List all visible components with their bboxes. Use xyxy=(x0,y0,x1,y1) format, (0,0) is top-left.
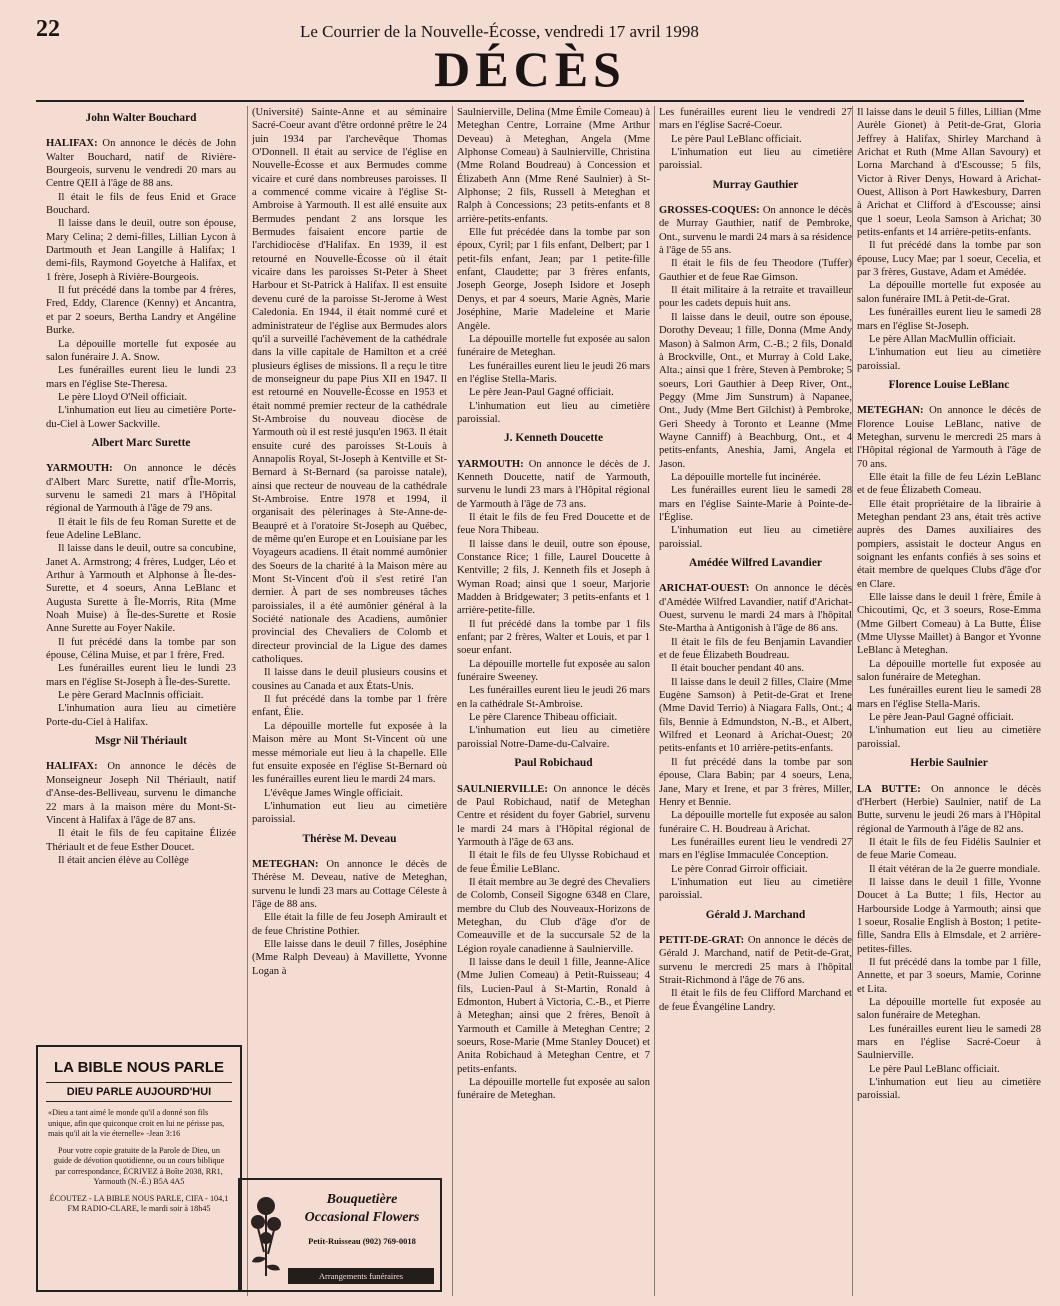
obituary-paragraph xyxy=(46,854,236,867)
obituary-place: PETIT-DE-GRAT: xyxy=(659,934,745,946)
obituary-paragraph xyxy=(457,538,650,618)
column-5 xyxy=(852,106,1041,1296)
obituary-text: Le père Lloyd O'Neil officiait. xyxy=(58,391,188,403)
obituary-place: LA BUTTE: xyxy=(857,783,921,795)
column-1 xyxy=(46,106,236,1038)
obituary-paragraph xyxy=(659,106,852,133)
obituary-text: Les funérailles eurent lieu le jeudi 26 mars en la cathédrale St-Ambroise. xyxy=(457,685,650,710)
obituary-paragraph xyxy=(46,338,236,365)
column-2 xyxy=(247,106,447,1296)
obituary-text: Elle était propriétaire de la librairie à Meteghan pendant 23 ans, était très active auprès des Dames auxiliaires des pompiers, assistait le docteur Angus en soignant les enfants confiés à ses soins et était membre de quelques Clubs d'âge d'or en Clare. xyxy=(857,498,1041,590)
obituary-text: Le père Allan MacMullin officiait. xyxy=(869,333,1016,345)
obituary-paragraph xyxy=(857,658,1041,685)
column-3 xyxy=(452,106,650,1296)
obituary-paragraph xyxy=(857,876,1041,956)
obituary-paragraph xyxy=(457,684,650,711)
obituary-paragraph xyxy=(659,987,852,1014)
obituary-paragraph xyxy=(857,996,1041,1023)
obituary-text: Elle laisse dans le deuil 1 frère, Émile à Chicoutimi, Qc, et 3 soeurs, Rose-Emma (Mme Gilbert Comeau) à La Butte, Élise (Mme Ulysse Maillet) à Bangor et Yvonne LeBlanc à Meteghan. xyxy=(857,592,1041,657)
obituary-text: L'inhumation eut lieu au cimetière paroissial. xyxy=(857,725,1041,750)
obituary-paragraph xyxy=(857,1023,1041,1063)
obituary-paragraph xyxy=(46,662,236,689)
dateline: Le Courrier de la Nouvelle-Écosse, vendredi 17 avril 1998 xyxy=(300,22,699,41)
bible-ad-title: LA BIBLE NOUS PARLE xyxy=(53,1059,224,1076)
obituary-place: ARICHAT-OUEST: xyxy=(659,583,750,595)
obituary-name: Herbie Saulnier xyxy=(910,757,988,770)
obituary-text: Il laisse dans le deuil, outre son épouse, Dorothy Deveau; 1 fille, Donna (Mme Andy Mason) à Salmon Arm, C.-B.; 2 fils, Donald à Brockville, Ont., et Murray à Cold Lake, Alta.; ainsi que 1 frère, Steven à Pembroke; 5 soeurs, Lori Gauthier à Deep River, Ont., Peggy (Mme Jim Sunstrum) à Napanee, Ont., Judy (Mme Bert Gilchist) à Pembroke, Geri Sheedy à Toronto et Leanne (Mme Wayne Canniff) à Beachburg, Ont., et 4 petits-enfants, Aneshia, Jami, Angela et Jason. xyxy=(659,311,852,470)
flower-icon xyxy=(248,1192,284,1278)
obituary-paragraph xyxy=(46,364,236,391)
obituary-text: On annonce le décès d'Albert Marc Surette, natif d'Île-Morris, survenu le samedi 21 mars à l'Hôpital régional de Yarmouth à l'âge de 79 ans. xyxy=(46,463,236,515)
section-title: DÉCÈS xyxy=(434,41,626,97)
obituary-paragraph xyxy=(252,800,447,827)
obituary-text: Il était militaire à la retraite et travailleur pour les cadets depuis huit ans. xyxy=(659,285,852,310)
obituary-text: Les funérailles eurent lieu le samedi 28 mars en l'église Sacré-Coeur à Saulnierville. xyxy=(857,1023,1041,1062)
obituary-paragraph xyxy=(659,524,852,551)
obituary-text: Elle fut précédée dans la tombe par son époux, Cyril; par 1 fils enfant, Delbert; par 1 petit-fils enfant, Jean; par 1 petite-fille enfant, Claudette; par 3 frères enfants, Joseph George, Joseph Isidore et Joseph Denys, et par 4 soeurs, Marie Agnès, Marie Joséphine, Marie Madeleine et Marie Angèle. xyxy=(457,227,650,332)
obituary-paragraph xyxy=(457,783,650,850)
obituary-paragraph xyxy=(457,458,650,511)
obituary-name: Thérèse M. Deveau xyxy=(302,832,397,845)
obituary-text: La dépouille mortelle fut exposée au salon funéraire de Meteghan. xyxy=(457,1077,650,1102)
obituary-paragraph xyxy=(659,311,852,471)
obituary-text: L'évêque James Wingle officiait. xyxy=(264,787,403,799)
obituary-name: J. Kenneth Doucette xyxy=(503,432,604,445)
obituary-text: Il était membre au 3e degré des Chevaliers de Colomb, Conseil Sigogne 6348 en Clare, membre du Club des Nouveaux-Horizons de Meteghan, du Club d'âge d'or de Comeauville et de la succursale 52 de la Légion royale canadienne à Saulnierville. xyxy=(457,876,650,955)
obituary-text: Il était ancien élève au Collège xyxy=(58,854,189,866)
obituary-text: Il laisse dans le deuil, outre sa concubine, Janet A. Armstrong; 4 frères, Ludger, Léo et Arthur à Yarmouth et Alphonse à Île-des-Surette, et 4 soeurs, Anna LeBlanc et Augusta Surette à Île-Morris, Rita (Mme Noah Muise) à Île-des-Surette et Rosie Anne Surette au Foyer Nakile. xyxy=(46,543,236,635)
obituary-text: La dépouille mortelle fut exposée au salon funéraire de Meteghan. xyxy=(457,333,650,359)
bible-ad-offer: Pour votre copie gratuite de la Parole de Dieu, un guide de dévotion quotidienne, ou un cours biblique par correspondance, ÉCRIVEZ à Boîte 2038, RR1, Yarmouth (N.-É.) B5A 4A5 xyxy=(53,1145,225,1186)
obituary-paragraph xyxy=(659,257,852,284)
obituary-paragraph xyxy=(659,863,852,876)
obituary-text: On annonce le décès de Paul Robichaud, natif de Meteghan Centre et résident du foyer Gabriel, survenu le mardi 24 mars à l'Hôpital régional de Yarmouth à l'âge de 63 ans. xyxy=(457,783,650,848)
obituary-paragraph xyxy=(659,484,852,524)
obituary-text: Les funérailles eurent lieu le jeudi 26 mars en l'église Stella-Maris. xyxy=(457,360,650,385)
obituary-paragraph xyxy=(252,666,447,693)
obituary-text: Le père Clarence Thibeau officiait. xyxy=(469,712,618,724)
obituary-paragraph xyxy=(857,279,1041,306)
obituary-paragraph xyxy=(46,827,236,854)
obituary-paragraph xyxy=(457,360,650,387)
obituary-paragraph xyxy=(659,676,852,756)
obituary-paragraph xyxy=(46,636,236,663)
obituary-paragraph xyxy=(659,836,852,863)
obituary-text: La dépouille mortelle fut exposée au salon funéraire IML à Petit-de-Grat. xyxy=(857,280,1041,305)
obituary-paragraph xyxy=(252,693,447,720)
obituary-paragraph xyxy=(659,582,852,635)
obituary-paragraph xyxy=(857,498,1041,591)
obituary-paragraph xyxy=(457,333,650,360)
obituary-text: Elle était la fille de feu Joseph Amirault et de feue Christine Pothier. xyxy=(252,912,447,937)
obituary-text: Il laisse dans le deuil, outre son épouse, Constance Rice; 1 fille, Laurel Doucette à Kentville; 2 fils, J. Kenneth fils et Joseph à Wyman Road; ainsi que 1 soeur, Marjorie Madden à Bridgewater; 3 petits-enfants et 1 arrière-petite-fille. xyxy=(457,538,650,617)
obituary-paragraph xyxy=(457,1076,650,1103)
obituary-paragraph xyxy=(857,711,1041,724)
obituary-text: L'inhumation eut lieu au cimetière paroissial. xyxy=(659,525,852,550)
obituary-text: Le père Conrad Girroir officiait. xyxy=(671,863,808,875)
obituary-paragraph xyxy=(857,684,1041,711)
obituary-paragraph xyxy=(457,658,650,685)
obituary-text: Les funérailles eurent lieu le lundi 23 mars en l'église St-Joseph à Île-des-Surette. xyxy=(46,663,236,688)
obituary-text: Il était le fils de feus Enid et Grace Bouchard. xyxy=(46,191,236,217)
obituary-text: Il fut précédé dans la tombe par son épouse, Célina Muise, et par 1 frère, Fred. xyxy=(46,636,236,662)
obituary-place: HALIFAX: xyxy=(46,761,98,773)
flower-shop-ad xyxy=(238,1178,442,1292)
obituary-place: YARMOUTH: xyxy=(457,458,524,470)
obituary-text: On annonce le décès de Florence Louise LeBlanc, native de Meteghan, survenu le mercredi 25 mars à l'Hôpital régional de Yarmouth à l'âge de 70 ans. xyxy=(857,405,1041,470)
obituary-name: John Walter Bouchard xyxy=(85,112,197,124)
obituary-text: Le père Gerard MacInnis officiait. xyxy=(58,690,204,702)
obituary-text: L'inhumation eut lieu au cimetière paroissial. xyxy=(659,876,852,902)
obituary-paragraph xyxy=(457,511,650,538)
obituary-name: Amédée Wilfred Lavandier xyxy=(689,557,822,569)
obituary-paragraph xyxy=(46,137,236,190)
obituary-text: Il était le fils de feu Benjamin Lavandier et de feue Élizabeth Boudreau. xyxy=(659,636,852,662)
obituary-paragraph xyxy=(457,849,650,876)
obituary-place: GROSSES-COQUES: xyxy=(659,205,760,217)
obituary-paragraph xyxy=(659,133,852,146)
obituary-paragraph xyxy=(46,516,236,543)
obituary-text: L'inhumation eut lieu au cimetière paroissial. xyxy=(857,1077,1041,1102)
obituary-paragraph xyxy=(252,787,447,800)
obituary-text: Il était le fils de feu Fred Doucette et de feue Nora Thibeau. xyxy=(457,511,650,537)
obituary-text: L'inhumation eut lieu au cimetière Porte-du-Ciel à Lower Sackville. xyxy=(46,405,236,430)
obituary-text: L'inhumation eut lieu au cimetière paroissial. xyxy=(857,347,1041,372)
obituary-text: La dépouille mortelle fut exposée au salon funéraire de Meteghan. xyxy=(857,658,1041,684)
obituary-paragraph xyxy=(857,1063,1041,1076)
obituary-text: La dépouille mortelle fut exposée à la Maison mère au Mont St-Vincent où une messe mémoriale eut lieu à la chapelle. Elle fut ensuite exposée en l'église St-Bernard où les funérailles eurent lieu le mardi 24 mars. xyxy=(252,720,447,786)
obituary-paragraph xyxy=(457,226,650,333)
bible-ad-radio: ÉCOUTEZ - LA BIBLE NOUS PARLE, CIFA - 104,1 FM RADIO-CLARE, le mardi soir à 18h45 xyxy=(49,1193,229,1213)
obituary-text: On annonce le décès de John Walter Bouchard, natif de Rivière-Bourgeois, survenu le vendredi 20 mars au Centre QEII à l'âge de 88 ans. xyxy=(46,138,236,190)
obituary-text: Il fut précédé dans la tombe par 1 fille, Annette, et par 3 soeurs, Mamie, Corinne et Lita. xyxy=(857,956,1041,995)
header-rule xyxy=(36,100,1024,102)
obituary-text: La dépouille mortelle fut exposée au salon funéraire Sweeney. xyxy=(457,658,650,684)
obituary-text: Les funérailles eurent lieu le samedi 28 mars en l'église St-Joseph. xyxy=(857,307,1041,332)
obituary-text: Il était le fils de feu capitaine Élizée Thériault et de feue Esther Doucet. xyxy=(46,828,236,853)
obituary-paragraph xyxy=(857,863,1041,876)
obituary-paragraph xyxy=(46,191,236,218)
obituary-text: Le père Paul LeBlanc officiait. xyxy=(671,133,802,145)
obituary-paragraph xyxy=(659,876,852,903)
obituary-text: On annonce le décès d'Amédée Wilfred Lavandier, natif d'Arichat-Ouest, survenu le mardi 24 mars à l'hôpital Ste-Martha à Antigonish à l'âge de 86 ans. xyxy=(659,583,852,635)
obituary-text: Il laisse dans le deuil plusieurs cousins et cousines au Canada et aux États-Unis. xyxy=(252,667,447,692)
obituary-text: On annonce le décès de Murray Gauthier, natif de Pembroke, Ont., survenu le mardi 24 mars à sa résidence à l'âge de 55 ans. xyxy=(659,205,852,257)
obituary-text: Le père Jean-Paul Gagné officiait. xyxy=(469,387,614,399)
obituary-text: Le père Paul LeBlanc officiait. xyxy=(869,1063,1000,1075)
obituary-paragraph xyxy=(252,858,447,911)
obituary-text: La dépouille mortelle fut exposée au salon funéraire de Meteghan. xyxy=(857,997,1041,1022)
bible-ad xyxy=(36,1045,242,1292)
obituary-paragraph xyxy=(252,720,447,787)
obituary-text: Il était le fils de feu Ulysse Robichaud et de feue Émilie LeBlanc. xyxy=(457,850,650,875)
obituary-paragraph xyxy=(659,934,852,987)
obituary-text: Il fut précédé dans la tombe par 1 frère enfant, Élie. xyxy=(252,694,447,719)
flower-shop-phone: Petit-Ruisseau (902) 769-0018 xyxy=(308,1236,416,1246)
obituary-text: Il laisse dans le deuil 1 fille, Jeanne-Alice (Mme Julien Comeau) à Petit-Ruisseau; 4 fils, Lucien-Paul à St-Martin, Ronald à Edmonton, Hubert à Victoria, C.-B., et Pierre à Meteghan; ainsi que 2 frères, Benoît à Yarmouth et Camille à Meteghan Centre; 2 soeurs, Rose-Marie (Mme Stanley Doucet) et Anita Robichaud à Meteghan Centre, et 7 petits-enfants. xyxy=(457,956,650,1075)
obituary-text: Il fut précédé dans la tombe par son épouse, Lucy Mae; par 1 soeur, Cecelia, et par 3 frères, Gustave, Adam et Amédée. xyxy=(857,240,1041,279)
column-4 xyxy=(654,106,852,1296)
obituary-paragraph xyxy=(457,106,650,226)
obituary-text: Elle était la fille de feu Lézin LeBlanc et de feue Élizabeth Comeau. xyxy=(857,471,1041,497)
obituary-text: La dépouille mortelle fut exposée au salon funéraire C. H. Boudreau à Arichat. xyxy=(659,810,852,835)
obituary-text: Les funérailles eurent lieu le lundi 23 mars en l'église Ste-Theresa. xyxy=(46,365,236,390)
page-number: 22 xyxy=(36,16,60,42)
obituary-text: L'inhumation eut lieu au cimetière paroissial. xyxy=(659,147,852,172)
flower-shop-tagline: Arrangements funéraires xyxy=(288,1268,434,1284)
obituary-paragraph xyxy=(857,836,1041,863)
obituary-text: L'inhumation eut lieu au cimetière paroissial. xyxy=(457,400,650,425)
obituary-paragraph xyxy=(46,760,236,827)
obituary-paragraph xyxy=(857,591,1041,658)
obituary-text: La dépouille mortelle fut exposée au salon funéraire J. A. Snow. xyxy=(46,338,236,363)
obituary-text: Les funérailles eurent lieu le vendredi 27 mars en l'église Immaculée Conception. xyxy=(659,836,852,862)
obituary-paragraph xyxy=(857,471,1041,498)
obituary-paragraph xyxy=(857,306,1041,333)
obituary-paragraph xyxy=(457,400,650,427)
obituary-paragraph xyxy=(457,876,650,956)
obituary-paragraph xyxy=(457,618,650,658)
obituary-paragraph xyxy=(659,809,852,836)
obituary-text: L'inhumation eut lieu au cimetière paroissial. xyxy=(252,800,447,826)
obituary-paragraph xyxy=(857,333,1041,346)
obituary-text: Il laisse dans le deuil 5 filles, Lillian (Mme Aurèle Gionet) à Petit-de-Grat, Gloria Jeffrey à Halifax, Shirley Marchand à Arichat et Ruth (Mme Allan Savoury) et Lorna Marchand à d'Escousse; 5 fils, Victor à River Denys, Howard à Arichat-Ouest, Allison à Port Hawkesbury, Darren à Arichat et Clifford à d'Escousse; ainsi que 1 soeur, Leola Samson à Arichat; 30 petits-enfants et 14 arrière-petits-enfants. xyxy=(857,107,1041,239)
flower-shop-name-2: Occasional Flowers xyxy=(304,1210,420,1225)
obituary-text: Les funérailles eurent lieu le vendredi 27 mars en l'église Sacré-Coeur. xyxy=(659,107,852,132)
obituary-paragraph xyxy=(46,391,236,404)
obituary-text: Il était le fils de feu Fidélis Saulnier et de feue Marie Comeau. xyxy=(857,836,1041,862)
obituary-text: On annonce le décès de J. Kenneth Doucette, natif de Yarmouth, survenu le lundi 23 mars à l'Hôpital régional de Yarmouth à l'âge de 73 ans. xyxy=(457,458,650,510)
obituary-paragraph xyxy=(659,636,852,663)
obituary-paragraph xyxy=(857,404,1041,471)
obituary-text: Saulnierville, Delina (Mme Émile Comeau) à Meteghan Centre, Lorraine (Mme Arthur Deveau) à Meteghan, Angela (Mme Alphonse Comeau) à Saulnierville, Christina (Mme Roland Boudreau) à Concession et Élizabeth Ann (Mme René Saulnier) à St-Alphonse; 2 fils, Russell à Meteghan et Ralph à Concessions; 23 petits-enfants et 8 arrière-petits-enfants. xyxy=(457,107,650,225)
obituary-paragraph xyxy=(857,239,1041,279)
obituary-paragraph xyxy=(457,711,650,724)
obituary-text: Les funérailles eurent lieu le samedi 28 mars en l'église Stella-Maris. xyxy=(857,685,1041,710)
obituary-text: Il fut précédé dans la tombe par 4 frères, Fred, Eddy, Clarence (Kenny) et Ancantra, et par 2 soeurs, Bertha Landry et Angéline Burke. xyxy=(46,285,236,337)
bible-ad-quote: «Dieu a tant aimé le monde qu'il a donné son fils unique, afin que quiconque croit en lui ne périsse pas, mais qu'il ait la vie éternelle» -Jean 3:16 xyxy=(48,1108,225,1138)
obituary-paragraph xyxy=(46,689,236,702)
obituary-text: Il fut précédé dans la tombe par 1 fils enfant; par 2 frères, Walter et Louis, et par 1 soeur enfant. xyxy=(457,618,650,657)
obituary-text: On annonce le décès de Thérèse M. Deveau, native de Meteghan, survenu le lundi 23 mars au Cottage Céleste à l'âge de 88 ans. xyxy=(252,858,447,910)
obituary-paragraph xyxy=(659,471,852,484)
obituary-text: Le père Jean-Paul Gagné officiait. xyxy=(869,712,1014,724)
obituary-paragraph xyxy=(457,724,650,751)
obituary-paragraph xyxy=(659,284,852,311)
obituary-text: Il laisse dans le deuil 1 fille, Yvonne Doucet à La Butte; 1 fils, Hector au Harbourside Lodge à Yarmouth; ainsi que 1 soeur, Rosalie English à Boston; 1 petite-fille, Sandra Ells à Elmsdale, et 2 arrière-petites-filles. xyxy=(857,876,1041,955)
obituary-text: Il laisse dans le deuil, outre son épouse, Mary Celina; 2 demi-filles, Lillian Lycon à Dartmouth et Jean Langille à Halifax; 1 demi-fils, Raymond Goyetche à Halifax, et 1 frère, Joseph à Rivière-Bourgeois. xyxy=(46,218,236,283)
obituary-text: Il était le fils de feu Clifford Marchand et de feue Évangéline Landry. xyxy=(659,988,852,1013)
obituary-paragraph xyxy=(46,542,236,635)
obituary-text: Il laisse dans le deuil 2 filles, Claire (Mme Eugène Samson) à Petit-de-Grat et Irene (Mme David Terrio) à Niagara Falls, Ont.; 4 fils, Bennie à Edmundston, N.-B., et Albert, Wilfred et Leonard à Arichat-Ouest; 20 petits-enfants et 10 arrière-petits-enfants. xyxy=(659,676,852,755)
obituary-name: Florence Louise LeBlanc xyxy=(888,378,1010,391)
obituary-paragraph xyxy=(46,462,236,515)
obituary-text: Il était boucher pendant 40 ans. xyxy=(671,663,804,675)
obituary-paragraph xyxy=(857,106,1041,239)
obituary-text: L'inhumation eut lieu au cimetière paroissial Notre-Dame-du-Calvaire. xyxy=(457,725,650,750)
obituary-name: Murray Gauthier xyxy=(712,178,799,191)
obituary-place: METEGHAN: xyxy=(857,405,924,417)
obituary-text: On annonce le décès de Gérald J. Marchand, natif de Petit-de-Grat, survenu le mercredi 25 mars à l'hôpital Strait-Richmond à l'âge de 76 ans. xyxy=(659,934,852,986)
obituary-text: La dépouille mortelle fut incinérée. xyxy=(671,471,821,483)
flower-shop-name-1: Bouquetière xyxy=(326,1192,398,1207)
obituary-paragraph xyxy=(857,956,1041,996)
obituary-place: METEGHAN: xyxy=(252,858,319,870)
obituary-name: Albert Marc Surette xyxy=(91,436,191,449)
obituary-paragraph xyxy=(857,783,1041,836)
obituary-text: On annonce le décès de Monseigneur Joseph Nil Thériault, natif d'Anse-des-Belliveau, survenu le dimanche 22 mars à la maison mère du Mont-St-Vincent à Halifax à l'âge de 87 ans. xyxy=(46,761,236,826)
obituary-text: Il était vétéran de la 2e guerre mondiale. xyxy=(869,863,1041,875)
obituary-paragraph xyxy=(659,756,852,809)
obituary-name: Paul Robichaud xyxy=(514,757,593,770)
obituary-name: Gérald J. Marchand xyxy=(705,908,806,921)
obituary-paragraph xyxy=(252,911,447,938)
obituary-paragraph xyxy=(857,724,1041,751)
obituary-place: HALIFAX: xyxy=(46,138,98,150)
obituary-paragraph xyxy=(252,106,447,666)
obituary-paragraph xyxy=(46,404,236,431)
obituary-paragraph xyxy=(857,346,1041,373)
obituary-text: On annonce le décès d'Herbert (Herbie) Saulnier, natif de La Butte, survenu le jeudi 26 mars à l'Hôpital régional de Yarmouth à l'âge de 82 ans. xyxy=(857,783,1041,835)
obituary-text: Il était le fils de feu Roman Surette et de feue Adeline LeBlanc. xyxy=(46,516,236,541)
obituary-place: YARMOUTH: xyxy=(46,463,113,475)
obituary-paragraph xyxy=(659,662,852,675)
obituary-paragraph xyxy=(252,938,447,978)
obituary-text: Il fut précédé dans la tombe par son épouse, Clara Babin; par 4 soeurs, Lena, Jane, Mary et Irene, et par 3 frères, Miller, Henry et Bennie. xyxy=(659,756,852,808)
obituary-paragraph xyxy=(659,146,852,173)
obituary-paragraph xyxy=(659,204,852,257)
obituary-name: Msgr Nil Thériault xyxy=(95,735,187,748)
obituary-place: SAULNIERVILLE: xyxy=(457,783,548,795)
obituary-text: L'inhumation aura lieu au cimetière Porte-du-Ciel à Halifax. xyxy=(46,703,236,728)
obituary-paragraph xyxy=(46,702,236,729)
obituary-paragraph xyxy=(46,284,236,337)
obituary-text: Elle laisse dans le deuil 7 filles, Joséphine (Mme Ralph Deveau) à Mavillette, Yvonne Logan à xyxy=(252,938,447,977)
obituary-paragraph xyxy=(457,956,650,1076)
obituary-paragraph xyxy=(857,1076,1041,1103)
obituary-text: (Université) Sainte-Anne et au séminaire Sacré-Coeur avant d'être ordonné prêtre le 24 juin 1934 par l'archevêque Thomas O'Donnell. Il était au service de l'église en Nouvelle-Écosse et aux Bermudes comme vicaire et curé dans nombreuses paroisses. Il a commencé comme vicaire à l'église St-Ambroise à Yarmouth. Il est allé ensuite aux Bermudes pendant 2 ans lorsque les Bermudes faisaient encore partie de l'archidiocèse d'Halifax. En 1939, il est retourné en Nouvelle-Écosse où il était vicaire dans les paroisses St-Peter à Sheet Harbour et St-Patrick à Halifax. Il est ensuite devenu curé de la paroisse St-Jerome à West Caledonia. En 1944, il était nommé curé et administrateur de l'église aux Bermudes alors qu'il a surveillé l'achèvement de la cathédrale dans la ville capitale de Hamilton et a créé plusieurs églises de missions. Il a reçu le titre de monseigneur du pape Pius XII en 1947. Il est retourné en Nouvelle-Écosse en 1953 et était nommé premier recteur de la cathédrale St-Ambroise du nouveau diocèse de Yarmouth où il est resté jusqu'en 1963. Il était ensuite curé des paroisses St-Louis à Annapolis Royal, St-Joseph à Kentville et St-Bernard à St-Bernard (sa paroisse natale), ainsi que recteur de nouveau de la cathédrale St-Ambroise. Entre 1978 et 1994, il organisait des pèlerinages à Ste-Anne-de-Beaupré et à l'oratoire St-Joseph au Québec, de même qu'en Europe et en Louisiane par les Voyageurs acadiens. Il était nommé aumônier des Soeurs de la charité à la Maison mère au Mont St-Vincent d'où il s'est retiré l'an dernier. À part de ses nombreuses tâches paroissiales, il a été aumônier général à la Société nationale des Acadiens, aumônier provincial des Chevaliers de Colomb et directeur provincial de la Ligue des dames catholiques. xyxy=(252,107,447,666)
obituary-text: Il était le fils de feu Theodore (Tuffer) Gauthier et de feue Rae Gimson. xyxy=(659,258,852,283)
obituary-paragraph xyxy=(46,217,236,284)
bible-ad-subtitle: DIEU PARLE AUJOURD'HUI xyxy=(46,1082,232,1102)
obituary-paragraph xyxy=(457,386,650,399)
obituary-text: Les funérailles eurent lieu le samedi 28 mars en l'église Sainte-Marie à Pointe-de-l'Église. xyxy=(659,485,852,523)
